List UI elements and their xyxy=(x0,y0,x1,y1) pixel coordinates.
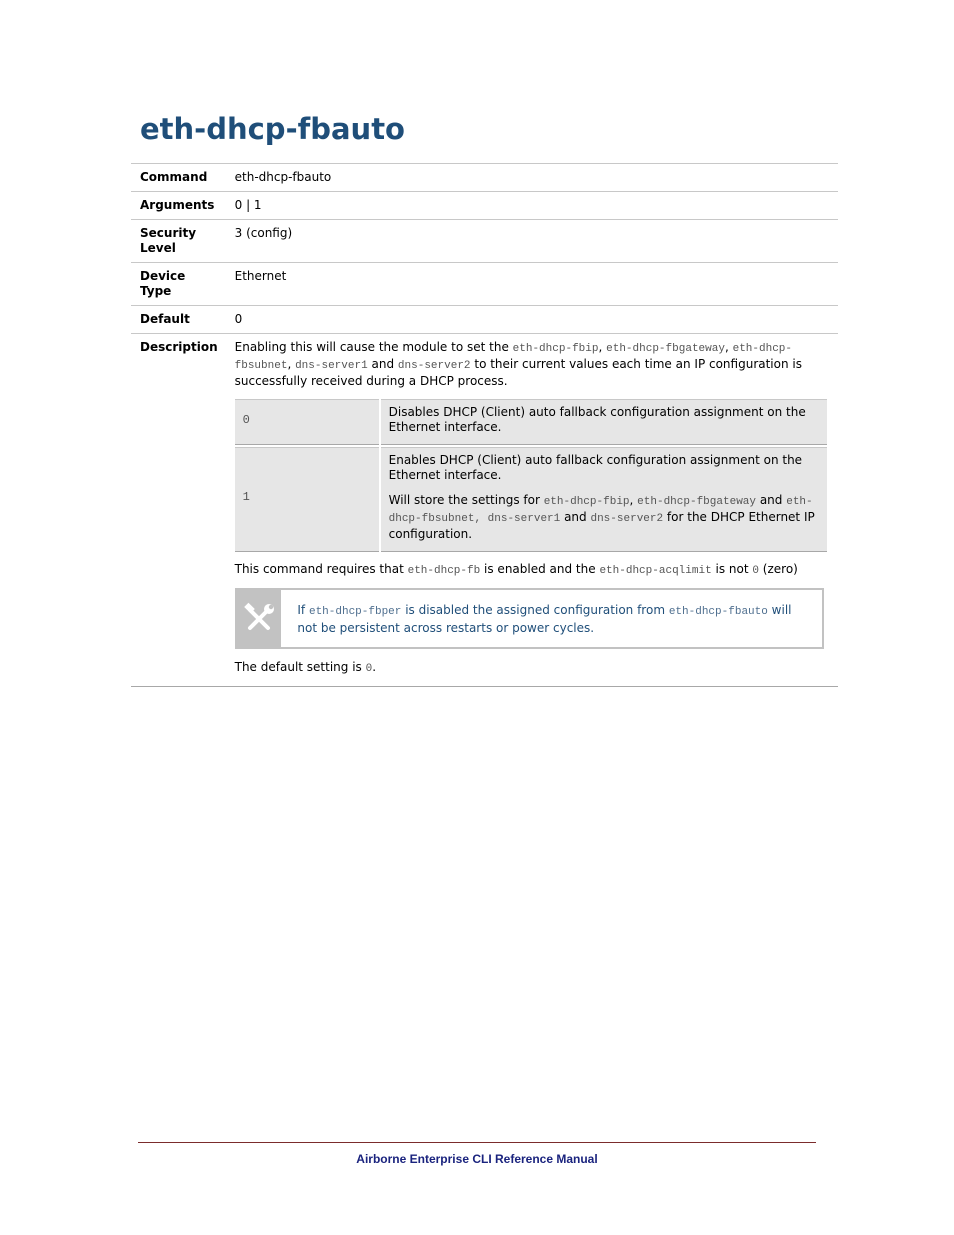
row-command xyxy=(131,164,838,192)
option-description xyxy=(381,447,827,552)
text: , xyxy=(724,340,733,354)
footer-title: Airborne Enterprise CLI Reference Manual xyxy=(356,1152,598,1166)
text: , xyxy=(629,493,638,507)
device-type-value: Ethernet xyxy=(227,263,838,306)
option-row-1 xyxy=(235,447,827,552)
text: for the DHCP Ethernet IP configuration. xyxy=(388,510,815,541)
row-description xyxy=(131,334,838,687)
code-eth-dhcp-fbgateway: eth-dhcp-fbgateway xyxy=(637,496,756,508)
default-value: 0 xyxy=(227,306,838,334)
option-text: Enables DHCP (Client) auto fallback configuration assignment on the Ethernet interface. xyxy=(388,453,803,482)
command-label: Command xyxy=(131,164,227,192)
row-security-level xyxy=(131,220,838,263)
code-eth-dhcp-fbper: eth-dhcp-fbper xyxy=(308,606,402,618)
argument-options-table xyxy=(233,397,829,554)
row-default xyxy=(131,306,838,334)
command-value: eth-dhcp-fbauto xyxy=(227,164,838,192)
code-dns-server2: dns-server2 xyxy=(397,360,471,372)
description-paragraph xyxy=(235,340,829,389)
code-eth-dhcp-fbsubnet: eth-dhcp-fbsubnet xyxy=(234,343,793,372)
text: is not xyxy=(711,562,753,576)
text: , xyxy=(598,340,607,354)
text: Will store the settings for xyxy=(388,493,544,507)
code-eth-dhcp-fbauto: eth-dhcp-fbauto xyxy=(668,606,768,618)
note-box xyxy=(235,588,824,649)
option-key: 0 xyxy=(235,399,379,445)
code-dns-server2: dns-server2 xyxy=(590,513,664,525)
requires-paragraph xyxy=(235,562,829,579)
code-default-value: 0 xyxy=(365,663,373,675)
option-key: 1 xyxy=(235,447,379,552)
text: This command requires that xyxy=(234,562,408,576)
security-level-value: 3 (config) xyxy=(227,220,838,263)
code-eth-dhcp-fbip: eth-dhcp-fbip xyxy=(543,496,630,508)
text: will not be persistent across restarts or power cycles. xyxy=(297,603,792,635)
text: is enabled and the xyxy=(480,562,600,576)
code-eth-dhcp-fbip: eth-dhcp-fbip xyxy=(512,343,599,355)
code-fbsubnet-dns-server1: eth-dhcp-fbsubnet, dns-server1 xyxy=(388,496,813,525)
code-zero: 0 xyxy=(752,565,759,577)
description-body xyxy=(227,334,838,687)
description-label: Description xyxy=(131,334,227,687)
code-eth-dhcp-fb: eth-dhcp-fb xyxy=(407,565,481,577)
option-text xyxy=(389,493,819,542)
code-eth-dhcp-acqlimit: eth-dhcp-acqlimit xyxy=(599,565,712,577)
note-text xyxy=(281,590,821,647)
text: . xyxy=(372,660,377,674)
text: Enabling this will cause the module to set the xyxy=(234,340,513,354)
arguments-label: Arguments xyxy=(131,192,227,220)
text: If xyxy=(297,603,309,617)
arguments-value: 0 | 1 xyxy=(227,192,838,220)
text: to their current values each time an IP configuration is successfully received during a DHCP process. xyxy=(234,357,802,388)
text: The default setting is xyxy=(234,660,366,674)
text: is disabled the assigned configuration from xyxy=(401,603,669,617)
footer-divider xyxy=(138,1142,816,1143)
option-description: Disables DHCP (Client) auto fallback configuration assignment on the Ethernet interface. xyxy=(381,399,827,445)
security-level-label: Security Level xyxy=(131,220,227,263)
text: and xyxy=(560,510,591,524)
device-type-label: Device Type xyxy=(131,263,227,306)
tools-icon xyxy=(237,590,282,647)
text: and xyxy=(367,357,398,371)
text: and xyxy=(756,493,787,507)
code-dns-server1: dns-server1 xyxy=(295,360,368,372)
option-row-0 xyxy=(235,399,827,445)
row-arguments xyxy=(131,192,838,220)
text: , xyxy=(287,357,296,371)
code-eth-dhcp-fbgateway: eth-dhcp-fbgateway xyxy=(606,343,725,355)
default-label: Default xyxy=(131,306,227,334)
text: (zero) xyxy=(758,562,798,576)
page-title: eth-dhcp-fbauto xyxy=(140,112,405,146)
default-setting-paragraph xyxy=(235,660,829,677)
row-device-type xyxy=(131,263,838,306)
command-properties-table xyxy=(131,163,838,687)
